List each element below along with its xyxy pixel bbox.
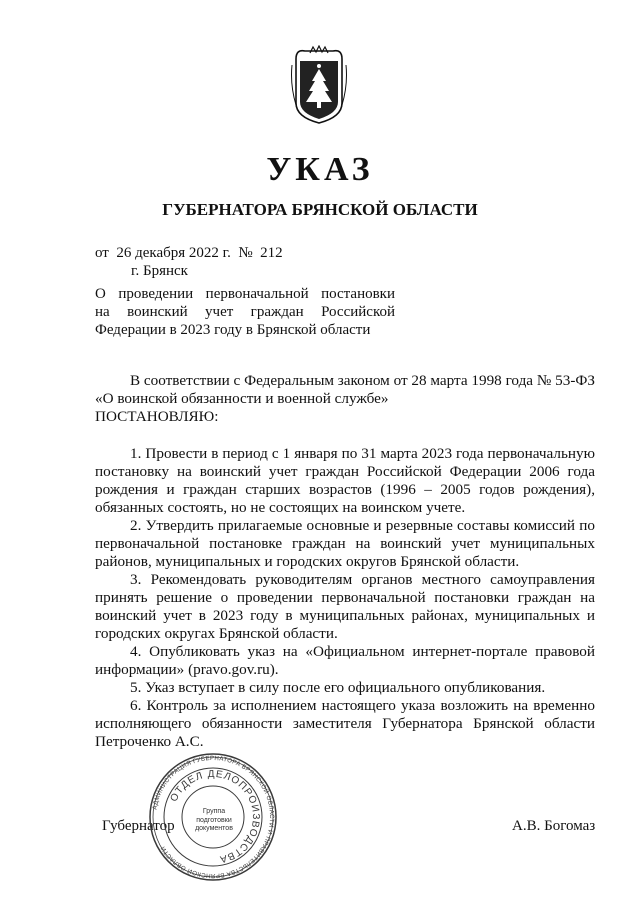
document-date: 26 декабря 2022 г. — [116, 245, 231, 261]
stamp-inner-line: Группа — [202, 808, 226, 815]
signature-position: Губернатор — [102, 818, 175, 834]
decree-item: 1. Провести в период с 1 января по 31 марта 2023 года первоначальную постановку на воинский учет граждан Российской Федерации 2006 года рождения и граждан старших возрастов (1996 – 2005 годов рождения), обязанных состоять, но не состоящих на воинском учете. — [95, 445, 595, 516]
stamp-middle-text: ОТДЕЛ ДЕЛОПРОИЗВОДСТВА — [168, 768, 262, 865]
preamble-text: В соответствии с Федеральным законом от 28 марта 1998 года № 53-ФЗ «О воинской обязанности и военной службе» — [95, 372, 595, 407]
decree-item: 3. Рекомендовать руководителям органов местного самоуправления принять решение о проведении первоначальной постановки граждан на воинский учет в 2023 году в муниципальных районах, муниципальных и городских округах Брянской области. — [95, 571, 595, 642]
document-title: УКАЗ — [266, 151, 374, 188]
decree-word: ПОСТАНОВЛЯЮ: — [95, 408, 219, 425]
stamp-inner-line: подготовки — [196, 816, 232, 824]
preamble — [95, 372, 595, 426]
number-prefix: № — [238, 245, 253, 261]
document-city: г. Брянск — [131, 263, 188, 279]
subject-line: на воинский учет граждан Российской — [95, 304, 395, 320]
stamp-inner-line: документов — [195, 825, 233, 832]
decree-items — [95, 445, 595, 751]
document-date-line — [95, 243, 283, 263]
document-number: 212 — [260, 245, 283, 261]
decree-item: 6. Контроль за исполнением настоящего указа возложить на временно исполняющего обязанности заместителя Губернатора Брянской области Петроченко А.С. — [95, 697, 595, 750]
decree-item: 5. Указ вступает в силу после его официального опубликования. — [130, 679, 546, 696]
document-subject — [95, 285, 395, 339]
stamp-outer-text: АДМИНИСТРАЦИЯ ГУБЕРНАТОРА БРЯНСКОЙ ОБЛАСТИ И ПРАВИТЕЛЬСТВА БРЯНСКОЙ ОБЛАСТИ — [151, 754, 276, 880]
decree-item: 4. Опубликовать указ на «Официальном интернет-портале правовой информации» (pravo.gov.ru). — [95, 643, 595, 678]
stamp-inner-text — [193, 808, 235, 834]
date-prefix: от — [95, 245, 109, 261]
coat-of-arms-icon — [290, 45, 348, 125]
signature-name: А.В. Богомаз — [512, 818, 596, 834]
decree-item: 2. Утвердить прилагаемые основные и резервные составы комиссий по первоначальной постановке граждан на воинский учет муниципальных районов, муниципальных и городских округов Брянской области. — [95, 517, 595, 570]
subject-line: Федерации в 2023 году в Брянской области — [95, 322, 371, 338]
subject-line: О проведении первоначальной постановки — [95, 286, 395, 302]
document-subtitle: ГУБЕРНАТОРА БРЯНСКОЙ ОБЛАСТИ — [162, 200, 478, 219]
